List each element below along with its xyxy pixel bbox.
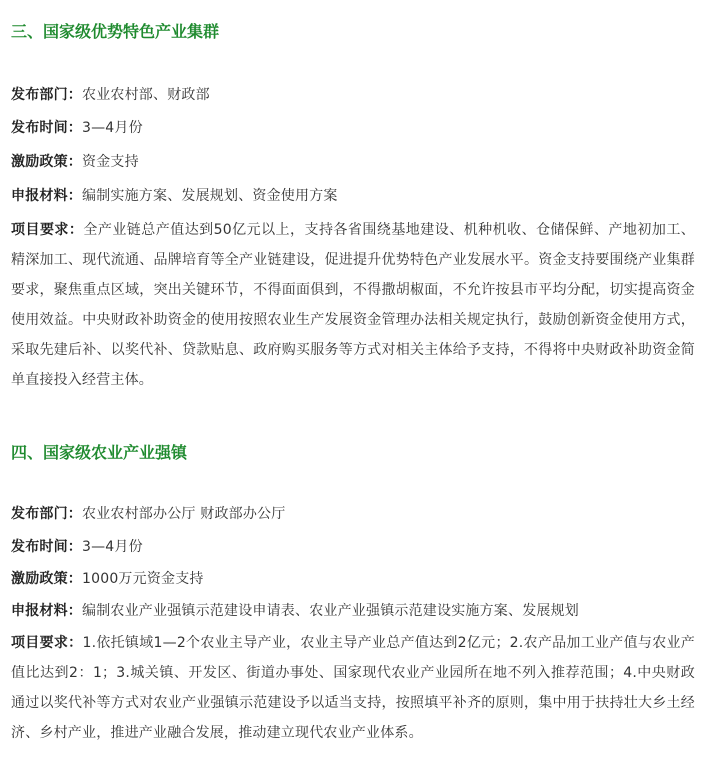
- field-label: 发布时间：: [11, 120, 82, 136]
- field-publisher: [11, 499, 695, 529]
- field-value: 1000万元资金支持: [82, 571, 204, 587]
- field-label: 申报材料：: [11, 603, 82, 619]
- field-value: 全产业链总产值达到50亿元以上，支持各省围绕基地建设、机种机收、仓储保鲜、产地初加工、精深加工、现代流通、品牌培育等全产业链建设，促进提升优势特色产业发展水平。资金支持要围绕产业集群要求，聚焦重点区域，突出关键环节，不得面面俱到，不得撒胡椒面，不允许按县市平均分配，切实提高资金使用效益。中央财政补助资金的使用按照农业生产发展资金管理办法相关规定执行，鼓励创新资金使用方式，采取先建后补、以奖代补、贷款贴息、政府购买服务等方式对相关主体给予支持，不得将中央财政补助资金简单直接投入经营主体。: [11, 222, 695, 388]
- field-publish-time: [11, 532, 695, 562]
- field-requirements: [11, 628, 695, 748]
- field-label: 发布部门：: [11, 87, 82, 103]
- field-value: 3—4月份: [82, 539, 143, 555]
- field-value: 农业农村部办公厅 财政部办公厅: [82, 506, 286, 522]
- field-publish-time: [11, 113, 695, 143]
- field-label: 项目要求：: [11, 222, 84, 238]
- field-label: 激励政策：: [11, 154, 82, 170]
- field-value: 3—4月份: [82, 120, 143, 136]
- field-label: 项目要求：: [11, 635, 83, 651]
- field-label: 激励政策：: [11, 571, 82, 587]
- field-incentive: [11, 564, 695, 594]
- field-label: 发布部门：: [11, 506, 82, 522]
- section-title-town: 四、国家级农业产业强镇: [11, 443, 188, 462]
- field-value: 农业农村部、财政部: [82, 87, 210, 103]
- field-value: 1.依托镇域1—2个农业主导产业，农业主导产业总产值达到2亿元；2.农产品加工业产值与农业产值比达到2：1；3.城关镇、开发区、街道办事处、国家现代农业产业园所在地不列入推荐范围；4.中央财政通过以奖代补等方式对农业产业强镇示范建设予以适当支持，按照填平补齐的原则，集中用于扶持壮大乡土经济、乡村产业，推进产业融合发展，推动建立现代农业产业体系。: [11, 635, 695, 741]
- field-materials: [11, 181, 695, 211]
- field-value: 编制农业产业强镇示范建设申请表、农业产业强镇示范建设实施方案、发展规划: [82, 603, 579, 619]
- field-label: 发布时间：: [11, 539, 82, 555]
- field-label: 申报材料：: [11, 188, 82, 204]
- field-value: 资金支持: [82, 154, 139, 170]
- field-incentive: [11, 147, 695, 177]
- field-materials: [11, 596, 695, 626]
- field-publisher: [11, 80, 695, 110]
- section-title-cluster: 三、国家级优势特色产业集群: [11, 22, 220, 41]
- field-value: 编制实施方案、发展规划、资金使用方案: [82, 188, 338, 204]
- field-requirements: [11, 215, 695, 395]
